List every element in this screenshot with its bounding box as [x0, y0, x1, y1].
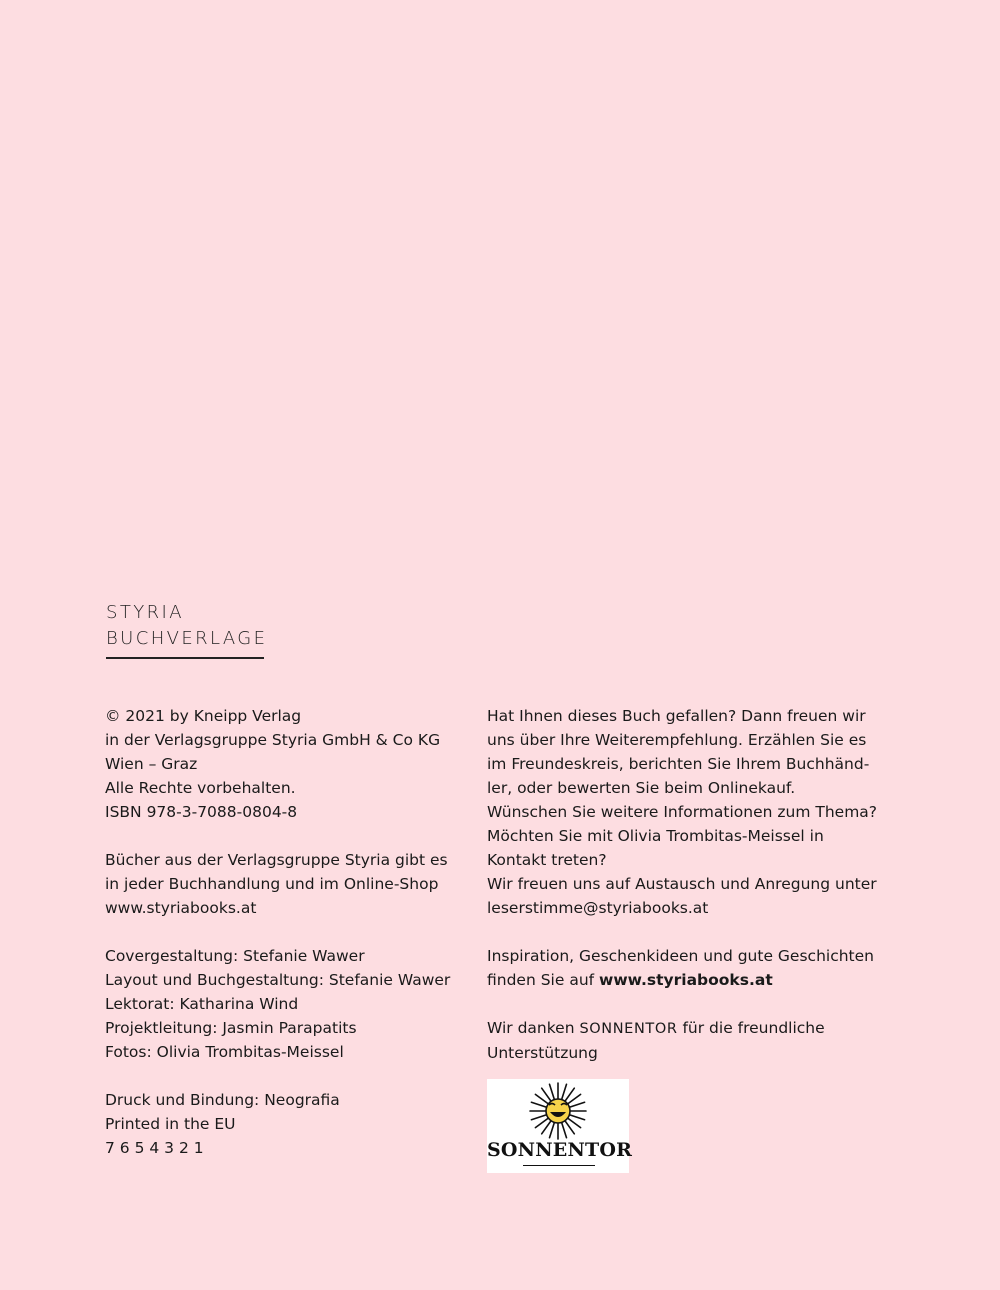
- credit-project-lead: Projektleitung: Jasmin Parapatits: [105, 1019, 357, 1037]
- thanks-suffix: für die freundliche: [677, 1019, 825, 1037]
- website-link[interactable]: www.styriabooks.at: [105, 899, 257, 917]
- publisher-logo-line2: BUCHVERLAGE: [106, 628, 268, 649]
- thanks-block: [487, 1016, 877, 1065]
- inspiration-block: [487, 944, 877, 992]
- feedback-line: Möchten Sie mit Olivia Trombitas-Meissel in: [487, 827, 824, 845]
- rights-line: Alle Rechte vorbehalten.: [105, 779, 296, 797]
- publisher-group-line: in der Verlagsgruppe Styria GmbH & Co KG: [105, 731, 441, 749]
- availability-block: [105, 848, 465, 920]
- feedback-block: [487, 704, 877, 920]
- inspiration-line: Inspiration, Geschenkideen und gute Geschichten: [487, 947, 874, 965]
- feedback-email-link[interactable]: leserstimme@styriabooks.at: [487, 899, 709, 917]
- thanks-line2: Unterstützung: [487, 1044, 598, 1062]
- copyright-line: © 2021 by Kneipp Verlag: [105, 707, 302, 725]
- availability-line: in jeder Buchhandlung und im Online-Shop: [105, 875, 439, 893]
- feedback-line: Kontakt treten?: [487, 851, 607, 869]
- credit-editor: Lektorat: Katharina Wind: [105, 995, 299, 1013]
- publisher-logo-rule: [106, 657, 264, 659]
- credit-cover-design: Covergestaltung: Stefanie Wawer: [105, 947, 365, 965]
- sponsor-logo: [487, 1079, 633, 1173]
- feedback-line: Wünschen Sie weitere Informationen zum Thema?: [487, 803, 878, 821]
- credit-photos: Fotos: Olivia Trombitas-Meissel: [105, 1043, 344, 1061]
- feedback-line: Hat Ihnen dieses Buch gefallen? Dann freuen wir: [487, 707, 866, 725]
- reader-info-column: [487, 704, 877, 1065]
- publisher-logo: [106, 600, 268, 659]
- thanks-line: [487, 1016, 877, 1041]
- feedback-line: uns über Ihre Weiterempfehlung. Erzählen Sie es: [487, 731, 867, 749]
- location-line: Wien – Graz: [105, 755, 198, 773]
- inspiration-prefix: finden Sie auf: [487, 971, 600, 989]
- imprint-block: [105, 704, 465, 824]
- thanks-prefix: Wir danken: [487, 1019, 580, 1037]
- feedback-line: ler, oder bewerten Sie beim Onlinekauf.: [487, 779, 796, 797]
- feedback-line: im Freundeskreis, berichten Sie Ihrem Buchhänd-: [487, 755, 870, 773]
- credit-layout: Layout und Buchgestaltung: Stefanie Wawer: [105, 971, 451, 989]
- printer-line: Druck und Bindung: Neografia: [105, 1091, 340, 1109]
- smiling-sun-icon: [487, 1079, 629, 1141]
- print-block: [105, 1088, 465, 1160]
- feedback-line: Wir freuen uns auf Austausch und Anregung unter: [487, 875, 877, 893]
- inspiration-line: [487, 968, 877, 992]
- isbn-line: ISBN 978-3-7088-0804-8: [105, 803, 298, 821]
- credits-block: [105, 944, 465, 1064]
- availability-line: Bücher aus der Verlagsgruppe Styria gibt es: [105, 851, 448, 869]
- thanks-brand: SONNENTOR: [579, 1021, 678, 1037]
- inspiration-website-link[interactable]: www.styriabooks.at: [599, 971, 773, 989]
- sponsor-underline: [523, 1165, 595, 1166]
- sponsor-wordmark: SONNENTOR: [487, 1139, 633, 1161]
- publisher-logo-line1: STYRIA: [106, 602, 184, 623]
- print-run-line: 7 6 5 4 3 2 1: [105, 1139, 204, 1157]
- imprint-column: [105, 704, 465, 1160]
- printed-in-line: Printed in the EU: [105, 1115, 236, 1133]
